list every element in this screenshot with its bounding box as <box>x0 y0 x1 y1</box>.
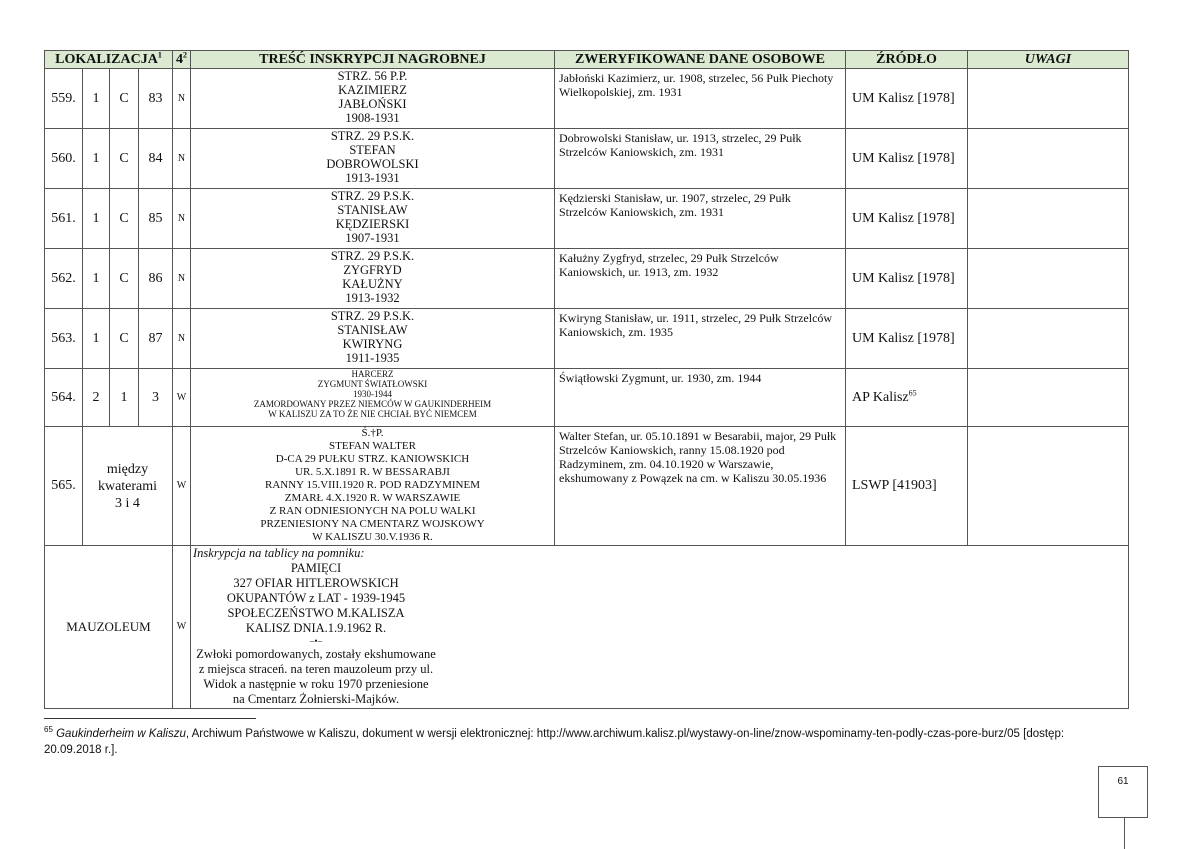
inscription-line: STRZ. 29 P.S.K. <box>330 249 415 263</box>
row-type: N <box>173 249 191 309</box>
row-source: UM Kalisz [1978] <box>846 189 968 249</box>
inscription-line: Z RAN ODNIESIONYCH NA POLU WALKI <box>269 505 476 517</box>
row-type: N <box>173 189 191 249</box>
note-line: na Cmentarz Żołnierski-Majków. <box>232 692 400 706</box>
row-grob: 3 <box>139 369 173 427</box>
row-kwatera: 1 <box>83 129 110 189</box>
inscription-line: KWIRYNG <box>342 337 403 351</box>
row-remarks <box>968 369 1129 427</box>
inscription-line: ZAMORDOWANY PRZEZ NIEMCÓW W GAUKINDERHEIM <box>253 399 492 409</box>
row-source: UM Kalisz [1978] <box>846 309 968 369</box>
footnote <box>44 726 1124 758</box>
row-personal-data: Kałużny Zygfryd, strzelec, 29 Pułk Strzelców Kaniowskich, ur. 1913, zm. 1932 <box>555 249 846 309</box>
page-number: 61 <box>1098 766 1148 818</box>
inscription-line: JABŁOŃSKI <box>338 97 407 111</box>
header-col4: $4^2$ <box>173 51 191 69</box>
inscription-line: STRZ. 29 P.S.K. <box>330 309 415 323</box>
row-remarks <box>968 69 1129 129</box>
mauzoleum-label: MAUZOLEUM <box>45 546 173 709</box>
mauzoleum-row <box>45 546 1129 709</box>
header-tresc: TREŚĆ INSKRYPCJI NAGROBNEJ <box>191 51 555 69</box>
inscription-line: STRZ. 29 P.S.K. <box>330 129 415 143</box>
note-line: Zwłoki pomordowanych, zostały ekshumowane <box>196 647 436 661</box>
row-inscription <box>191 369 555 427</box>
row-kwatera: 1 <box>83 249 110 309</box>
table-row <box>45 369 1129 427</box>
inscription-line: KAZIMIERZ <box>338 83 407 97</box>
row-source: UM Kalisz [1978] <box>846 129 968 189</box>
footnote-number: 65 <box>44 725 53 735</box>
row-type: W <box>173 369 191 427</box>
row-number: 563. <box>45 309 83 369</box>
row-remarks <box>968 427 1129 546</box>
row-source: LSWP [41903] <box>846 427 968 546</box>
footnote-title: Gaukinderheim w Kaliszu <box>56 728 186 740</box>
row-remarks <box>968 249 1129 309</box>
inscription-line: 1911-1935 <box>345 351 400 365</box>
inscription-line: DOBROWOLSKI <box>326 157 419 171</box>
inscription-line: D-CA 29 PUŁKU STRZ. KANIOWSKICH <box>275 453 470 465</box>
header-dane: ZWERYFIKOWANE DANE OSOBOWE <box>555 51 846 69</box>
row-grob: 84 <box>139 129 173 189</box>
footnote-text: , Archiwum Państwowe w Kaliszu, dokument w wersji elektronicznej: http://www.archiwum.kalisz.pl/wystawy-on-line/znow-wspominamy-ten-podly-czas-pore-burz/05 [dostęp: 20.09.2018 r.]. <box>44 728 1065 756</box>
header-row <box>45 51 1129 69</box>
row-type: W <box>173 546 191 709</box>
row-type: N <box>173 69 191 129</box>
inscription-line: W KALISZU ZA TO ŻE NIE CHCIAŁ BYĆ NIEMCEM <box>268 409 477 419</box>
row-source: UM Kalisz [1978] <box>846 249 968 309</box>
table-row <box>45 129 1129 189</box>
row-type: N <box>173 129 191 189</box>
row-inscription <box>191 249 555 309</box>
row-inscription <box>191 189 555 249</box>
inscription-line: W KALISZU 30.V.1936 R. <box>312 531 433 543</box>
grave-register-table <box>44 50 1129 709</box>
row-type: N <box>173 309 191 369</box>
row-rzad: C <box>110 249 139 309</box>
inscription-line: KAŁUŻNY <box>342 277 403 291</box>
row-source: AP Kalisz$^{65}$ <box>846 369 968 427</box>
inscription-line: KĘDZIERSKI <box>335 217 410 231</box>
inscription-line: 1913-1932 <box>345 291 400 305</box>
inscription-line: STRZ. 29 P.S.K. <box>330 189 415 203</box>
inscription-line: 327 OFIAR HITLEROWSKICH <box>233 576 399 590</box>
inscription-line: PAMIĘCI <box>290 561 342 575</box>
table-row <box>45 69 1129 129</box>
inscription-line: STEFAN WALTER <box>329 440 416 452</box>
inscription-line: 1930-1944 <box>353 389 392 399</box>
row-number: 559. <box>45 69 83 129</box>
footnote-ref[interactable]: 65 <box>908 387 917 397</box>
page-number-stem <box>1124 817 1125 849</box>
inscription-line: UR. 5.X.1891 R. W BESSARABJI <box>295 466 450 478</box>
row-kwatera: 1 <box>83 189 110 249</box>
footnote-divider <box>44 718 256 719</box>
header-uwagi: UWAGI <box>968 51 1129 69</box>
row-kwatera: 1 <box>83 309 110 369</box>
row-number: 565. <box>45 427 83 546</box>
inscription-text <box>191 561 441 707</box>
inscription-line: 1908-1931 <box>345 111 400 125</box>
row-location: między kwaterami 3 i 4 <box>83 427 173 546</box>
inscription-line: ZYGFRYD <box>343 263 402 277</box>
header-lokalizacja: LOKALIZACJA$^1$ <box>45 51 173 69</box>
row-grob: 85 <box>139 189 173 249</box>
row-rzad: C <box>110 309 139 369</box>
row-rzad: C <box>110 69 139 129</box>
inscription-line: ZMARŁ 4.X.1920 R. W WARSZAWIE <box>284 492 461 504</box>
row-personal-data: Walter Stefan, ur. 05.10.1891 w Besarabii, major, 29 Pułk Strzelców Kaniowskich, ranny 15.08.1920 pod Radzyminem, zm. 04.10.1920 w Warszawie, ekshumowany z Powązek na cm. w Kaliszu 30.05.1936 <box>555 427 846 546</box>
mauzoleum-inscription <box>191 546 1129 709</box>
inscription-line: STRZ. 56 P.P. <box>337 69 408 83</box>
row-rzad: C <box>110 129 139 189</box>
inscription-line: PRZENIESIONY NA CMENTARZ WOJSKOWY <box>260 518 485 530</box>
inscription-line: RANNY 15.VIII.1920 R. POD RADZYMINEM <box>264 479 480 491</box>
row-grob: 83 <box>139 69 173 129</box>
row-personal-data: Kwiryng Stanisław, ur. 1911, strzelec, 29 Pułk Strzelców Kaniowskich, zm. 1935 <box>555 309 846 369</box>
row-type: W <box>173 427 191 546</box>
row-inscription <box>191 69 555 129</box>
row-inscription <box>191 309 555 369</box>
note-line: Widok a następnie w roku 1970 przeniesione <box>203 677 429 691</box>
header-zrodlo: ŹRÓDŁO <box>846 51 968 69</box>
row-remarks <box>968 309 1129 369</box>
row-kwatera: 1 <box>83 69 110 129</box>
row-number: 560. <box>45 129 83 189</box>
inscription-line: Ś.†P. <box>361 427 384 439</box>
table-row <box>45 427 1129 546</box>
row-personal-data: Świątłowski Zygmunt, ur. 1930, zm. 1944 <box>555 369 846 427</box>
row-grob: 87 <box>139 309 173 369</box>
inscription-line: ZYGMUNT ŚWIATŁOWSKI <box>317 379 428 389</box>
row-number: 564. <box>45 369 83 427</box>
row-kwatera: 2 <box>83 369 110 427</box>
inscription-line: SPOŁECZEŃSTWO M.KALISZA <box>227 606 405 620</box>
row-grob: 86 <box>139 249 173 309</box>
table-row <box>45 249 1129 309</box>
row-number: 561. <box>45 189 83 249</box>
inscription-line: HARCERZ <box>351 369 394 379</box>
note-line: z miejsca straceń. na teren mauzoleum przy ul. <box>198 662 434 676</box>
row-number: 562. <box>45 249 83 309</box>
inscription-intro: Inskrypcja na tablicy na pomniku: <box>193 546 365 560</box>
inscription-line: OKUPANTÓW z LAT - 1939-1945 <box>226 591 406 605</box>
row-rzad: C <box>110 189 139 249</box>
inscription-line: 1913-1931 <box>345 171 400 185</box>
row-source: UM Kalisz [1978] <box>846 69 968 129</box>
inscription-line: STEFAN <box>349 143 396 157</box>
row-inscription <box>191 129 555 189</box>
separator: –•– <box>309 636 323 646</box>
row-personal-data: Dobrowolski Stanisław, ur. 1913, strzelec, 29 Pułk Strzelców Kaniowskich, zm. 1931 <box>555 129 846 189</box>
inscription-line: 1907-1931 <box>345 231 400 245</box>
row-personal-data: Jabłoński Kazimierz, ur. 1908, strzelec, 56 Pułk Piechoty Wielkopolskiej, zm. 1931 <box>555 69 846 129</box>
table-row <box>45 189 1129 249</box>
row-rzad: 1 <box>110 369 139 427</box>
row-inscription <box>191 427 555 546</box>
row-remarks <box>968 189 1129 249</box>
inscription-line: KALISZ DNIA.1.9.1962 R. <box>245 621 387 635</box>
row-remarks <box>968 129 1129 189</box>
table-row <box>45 309 1129 369</box>
row-personal-data: Kędzierski Stanisław, ur. 1907, strzelec, 29 Pułk Strzelców Kaniowskich, zm. 1931 <box>555 189 846 249</box>
inscription-line: STANISŁAW <box>337 323 408 337</box>
inscription-line: STANISŁAW <box>337 203 408 217</box>
